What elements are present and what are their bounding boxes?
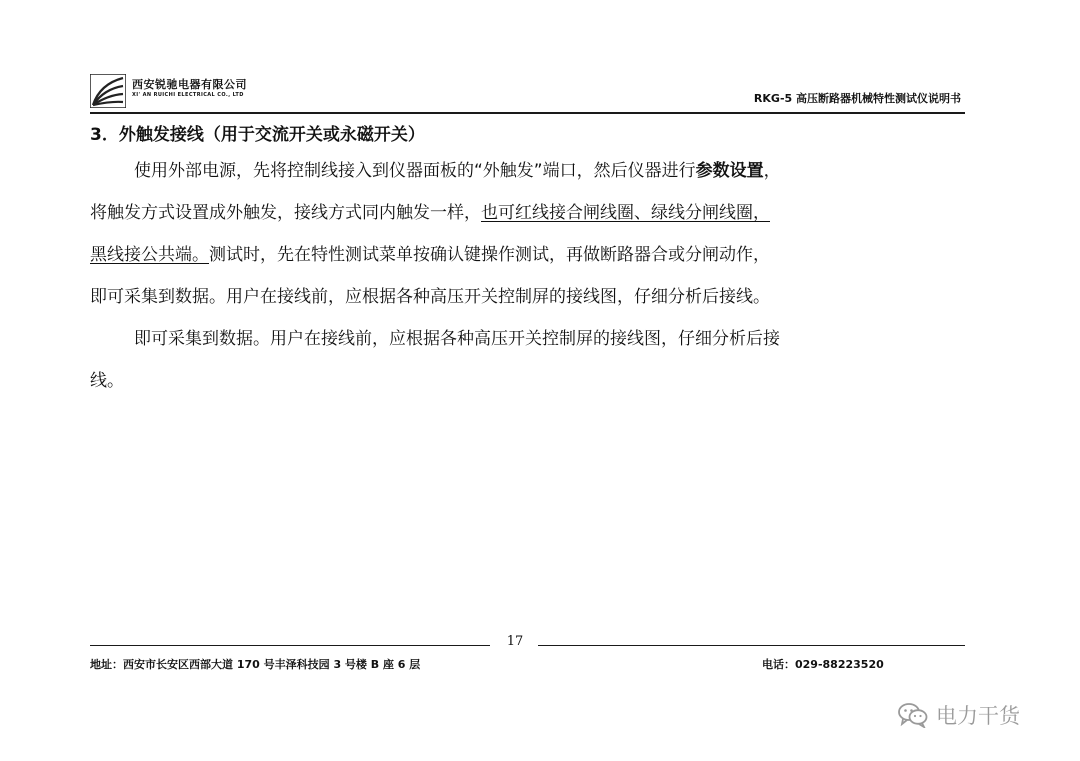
paragraph1-line4 [90,286,770,308]
paragraph1-line1-text: 使用外部电源，先将控制线接入到仪器面板的“外触发”端口，然后仪器进行 [134,161,696,181]
watermark-text: 电力干货 [936,704,1020,728]
watermark [898,700,1020,730]
paragraph2-line1-text: 即可采集到数据。用户在接线前，应根据各种高压开关控制屏的接线图，仔细分析后接 [134,329,780,349]
company-name: 西安锐驰电器有限公司 [132,78,247,91]
footer-rule-right [538,645,965,646]
company-logo-icon [90,74,126,108]
footer-rule-left [90,645,490,646]
paragraph1-line2-text: 将触发方式设置成外触发，接线方式同内触发一样， [90,203,481,223]
company-name-english: XI' AN RUICHI ELECTRICAL CO., LTD [132,92,244,98]
paragraph2-line1 [134,328,780,350]
footer-address: 地址：西安市长安区西部大道 170 号丰泽科技园 3 号楼 B 座 6 层 [90,658,421,671]
paragraph1-line2 [90,202,770,224]
page-number: 17 [506,634,524,649]
paragraph1-line4-text: 即可采集到数据。用户在接线前，应根据各种高压开关控制屏的接线图，仔细分析后接线。 [90,287,770,307]
paragraph1-line1 [134,160,781,182]
paragraph2-line2-text: 线。 [90,371,124,391]
document-title: RKG-5 高压断路器机械特性测试仪说明书 [753,92,961,105]
paragraph2-line2 [90,370,124,392]
paragraph1-line3 [90,244,770,266]
common-terminal-underlined: 黑线接公共端。 [90,245,209,265]
wechat-icon [898,702,928,728]
footer-phone: 电话：029-88223520 [762,658,884,671]
coil-wiring-underlined: 也可红线接合闸线圈、绿线分闸线圈， [481,203,770,223]
section-heading: 3．外触发接线（用于交流开关或永磁开关） [90,125,425,145]
paragraph1-line1-end: ， [763,161,781,181]
paragraph1-line3-text: 测试时，先在特性测试菜单按确认键操作测试，再做断路器合或分闸动作， [209,245,770,265]
page-header [90,72,965,114]
parameter-settings-emphasis: 参数设置 [695,161,764,181]
